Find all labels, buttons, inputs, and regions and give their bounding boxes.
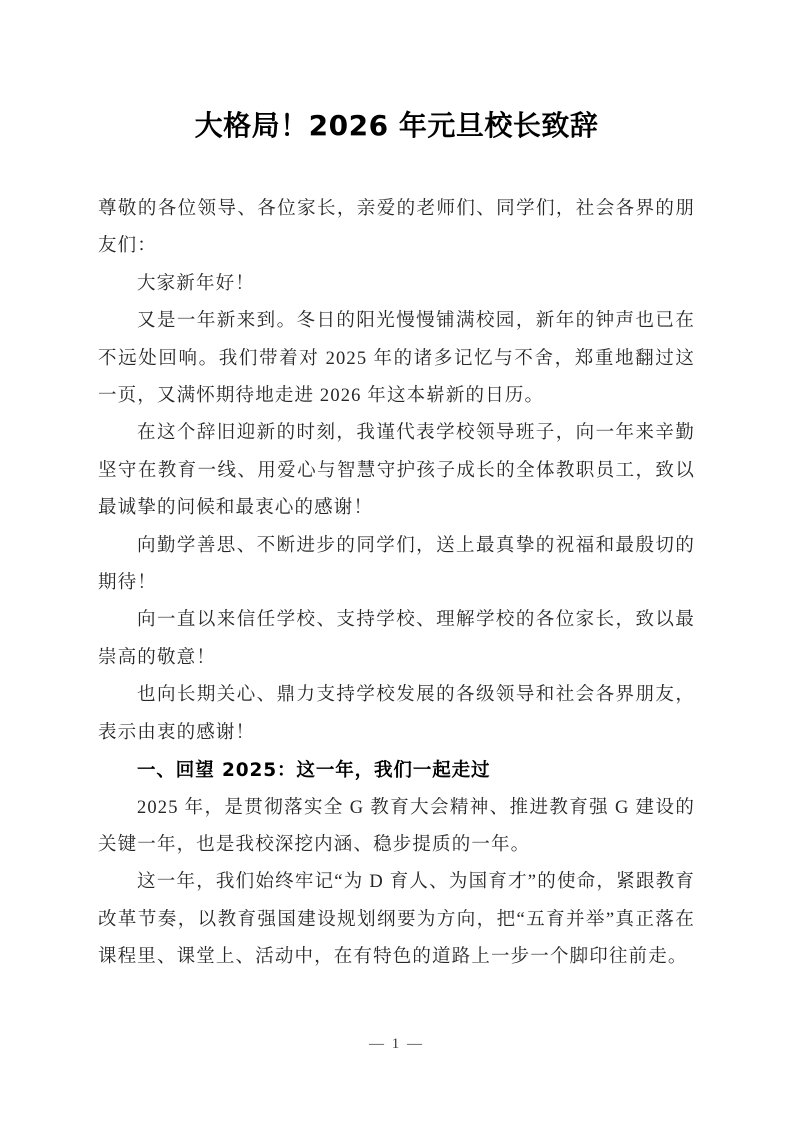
body-paragraph: 又是一年新来到。冬日的阳光慢慢铺满校园，新年的钟声也已在不远处回响。我们带着对 2025 年的诸多记忆与不舍，郑重地翻过这一页，又满怀期待地走进 2026 年这本崭新的日历。 <box>98 311 695 407</box>
body-paragraph: 这一年，我们始终牢记“为 D 育人、为国育才”的使命，紧跟教育改革节奏，以教育强国建设规划纲要为方向，把“五育并举”真正落在课程里、课堂上、活动中，在有特色的道路上一步一个脚印往前走。 <box>98 872 695 968</box>
body-paragraph: 2025 年，是贯彻落实全 G 教育大会精神、推进教育强 G 建设的关键一年，也是我校深挖内涵、稳步提质的一年。 <box>98 797 695 855</box>
body-paragraph: 向一直以来信任学校、支持学校、理解学校的各位家长，致以最崇高的敬意！ <box>98 610 695 668</box>
section-heading: 一、回望 2025：这一年，我们一起走过 <box>137 760 491 782</box>
document-body <box>98 191 695 977</box>
body-paragraph: 也向长期关心、鼎力支持学校发展的各级领导和社会各界朋友，表示由衷的感谢！ <box>98 685 695 743</box>
page-title: 大格局！2026 年元旦校长致辞 <box>194 109 599 142</box>
body-paragraph: 向勤学善思、不断进步的同学们，送上最真挚的祝福和最殷切的期待！ <box>98 535 695 594</box>
page-number: — 1 — <box>369 1036 424 1052</box>
document-content-area <box>98 0 695 977</box>
body-paragraph: 大家新年好！ <box>137 273 255 294</box>
page-footer <box>0 1034 793 1054</box>
body-paragraph: 尊敬的各位领导、各位家长，亲爱的老师们、同学们，社会各界的朋友们： <box>98 199 695 257</box>
body-paragraph: 在这个辞旧迎新的时刻，我谨代表学校领导班子，向一年来辛勤坚守在教育一线、用爱心与智慧守护孩子成长的全体教职员工，致以最诚挚的问候和最衷心的感谢！ <box>98 423 695 519</box>
